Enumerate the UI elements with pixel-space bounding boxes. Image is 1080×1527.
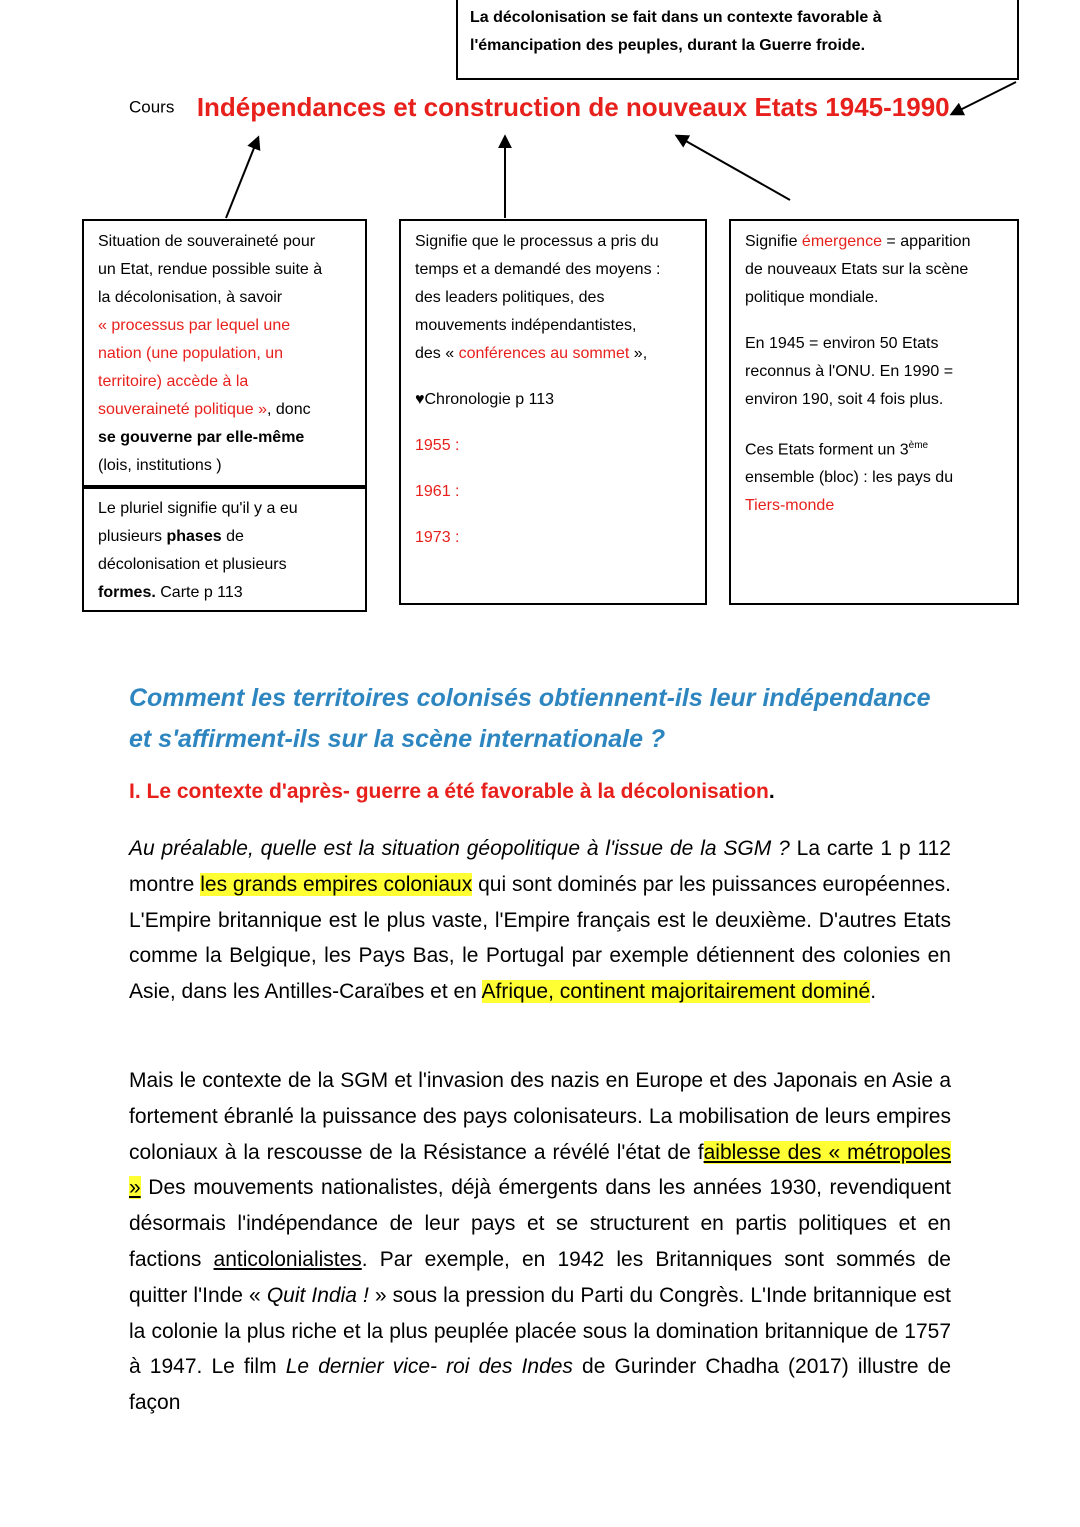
text-fragment: , donc bbox=[267, 401, 311, 418]
text-line: mouvements indépendantistes, bbox=[415, 317, 637, 334]
text-fragment: = apparition bbox=[881, 233, 971, 250]
text-line: temps et a demandé des moyens : bbox=[415, 261, 661, 278]
paragraph-2 bbox=[129, 1063, 951, 1421]
text-line: Signifie que le processus a pris du bbox=[415, 233, 659, 250]
red-term: émergence bbox=[801, 233, 882, 250]
paragraph-1 bbox=[129, 831, 951, 1010]
red-term: conférences au sommet bbox=[458, 345, 630, 362]
arrow-top-note bbox=[952, 82, 1016, 114]
italic-quote: Quit India ! bbox=[266, 1283, 369, 1307]
text-line: la décolonisation, à savoir bbox=[98, 289, 283, 306]
text-fragment: » sous la pression du Parti du Congrès. L'Inde britannique est la colonie la plus riche et la plus peuplée placée sous la domination britannique de 1757 à 1947. Le film bbox=[129, 1283, 951, 1379]
bold-word: formes. bbox=[98, 584, 156, 601]
section-heading bbox=[129, 780, 775, 804]
question-line: Comment les territoires colonisés obtiennent-ils leur indépendance bbox=[129, 684, 931, 712]
date-1973: 1973 : bbox=[415, 529, 460, 546]
bold-line: se gouverne par elle-même bbox=[98, 429, 305, 446]
box-pluriel bbox=[82, 487, 367, 612]
chronologie-ref: ♥Chronologie p 113 bbox=[415, 391, 555, 408]
text-fragment: », bbox=[629, 345, 648, 362]
text-fragment: . Par exemple, en 1942 les Britanniques sont sommés de quitter l'Inde « bbox=[129, 1247, 951, 1307]
definition-line: « processus par lequel une bbox=[98, 317, 291, 334]
text-fragment: Des mouvements nationalistes, déjà émergents dans les années 1930, revendiquent désormais l'indépendance de leur pays et se structurent en partis politiques et en factions bbox=[129, 1176, 951, 1271]
cours-label: Cours bbox=[129, 97, 175, 117]
text-fragment: Signifie bbox=[745, 233, 802, 250]
arrow-box-emergence bbox=[677, 136, 790, 200]
highlight: aiblesse des « métropoles » bbox=[129, 1140, 951, 1200]
definition-line: territoire) accède à la bbox=[98, 373, 249, 390]
film-title: Le dernier vice- roi des Indes bbox=[285, 1355, 573, 1379]
box-emergence bbox=[729, 219, 1019, 605]
text-fragment: de Gurinder Chadha (2017) illustre de façon bbox=[129, 1355, 951, 1415]
section-dot: . bbox=[768, 780, 775, 803]
date-1961: 1961 : bbox=[415, 483, 460, 500]
italic-question: Au préalable, quelle est la situation géopolitique à l'issue de la SGM ? bbox=[129, 837, 790, 860]
text-fragment: qui sont dominés par les puissances européennes. L'Empire britannique est le plus vaste, l'Empire français est le deuxième. D'autres Etats comme la Belgique, les Pays Bas, le Portugal par exemple détiennent des colonies en Asie, dans les Antilles-Caraïbes et en bbox=[129, 872, 951, 1004]
top-note-line2: l'émancipation des peuples, durant la Guerre froide. bbox=[470, 37, 866, 54]
problem-question bbox=[129, 678, 979, 760]
page-title: Indépendances et construction de nouveaux Etats 1945-1990 bbox=[196, 92, 950, 122]
arrow-box-souverainete bbox=[226, 138, 258, 218]
top-note-line1: La décolonisation se fait dans un contexte favorable à bbox=[470, 9, 882, 26]
text-line: ensemble (bloc) : les pays du bbox=[745, 469, 954, 487]
text-fragment: de bbox=[221, 528, 244, 545]
text-fragment: Ces Etats forment un 3 bbox=[745, 441, 909, 459]
text-fragment: Mais le contexte de la SGM et l'invasion des nazis en Europe et des Japonais en Asie a fortement ébranlé la puissance des pays colonisateurs. La mobilisation de leurs empires coloniaux à la rescousse de la Résistance a révélé l'état de f bbox=[129, 1069, 951, 1164]
question-line: et s'affirment-ils sur la scène internationale ? bbox=[129, 725, 666, 753]
definition-line: nation (une population, un bbox=[98, 345, 284, 362]
text-fragment: . bbox=[870, 980, 877, 1004]
text-line: politique mondiale. bbox=[745, 289, 879, 306]
text-line bbox=[415, 340, 691, 368]
text-line: En 1945 = environ 50 Etats bbox=[745, 335, 939, 352]
text-line bbox=[98, 523, 351, 551]
text-line: de nouveaux Etats sur la scène bbox=[745, 261, 969, 278]
underlined-term: anticolonialistes bbox=[213, 1247, 362, 1271]
bold-word: phases bbox=[166, 528, 222, 545]
top-note-box bbox=[456, 0, 1019, 80]
highlight: les grands empires coloniaux bbox=[200, 872, 473, 896]
text-line: un Etat, rendue possible suite à bbox=[98, 261, 323, 278]
text-line bbox=[745, 432, 1003, 464]
text-line: (lois, institutions ) bbox=[98, 457, 222, 474]
title-row bbox=[129, 92, 950, 123]
text-line bbox=[745, 228, 1003, 256]
date-1955: 1955 : bbox=[415, 437, 460, 454]
text-line: environ 190, soit 4 fois plus. bbox=[745, 391, 944, 408]
text-line: reconnus à l'ONU. En 1990 = bbox=[745, 363, 954, 380]
text-line: des leaders politiques, des bbox=[415, 289, 605, 306]
text-line bbox=[98, 396, 351, 424]
text-fragment: plusieurs bbox=[98, 528, 167, 545]
text-line: Situation de souveraineté pour bbox=[98, 233, 316, 250]
text-fragment: des « bbox=[415, 345, 459, 362]
superscript: ème bbox=[908, 440, 929, 451]
red-term: Tiers-monde bbox=[745, 497, 835, 515]
text-fragment: Carte p 113 bbox=[155, 584, 243, 601]
text-fragment: La carte 1 p 112 montre bbox=[129, 837, 951, 896]
text-line: décolonisation et plusieurs bbox=[98, 556, 287, 573]
text-line bbox=[98, 579, 351, 607]
highlight: Afrique, continent majoritairement dominé bbox=[481, 980, 871, 1004]
box-souverainete bbox=[82, 219, 367, 487]
text-line: Le pluriel signifie qu'il y a eu bbox=[98, 500, 298, 517]
definition-line: souveraineté politique » bbox=[98, 401, 268, 418]
box-processus bbox=[399, 219, 707, 605]
section-title: I. Le contexte d'après- guerre a été favorable à la décolonisation bbox=[129, 780, 769, 803]
